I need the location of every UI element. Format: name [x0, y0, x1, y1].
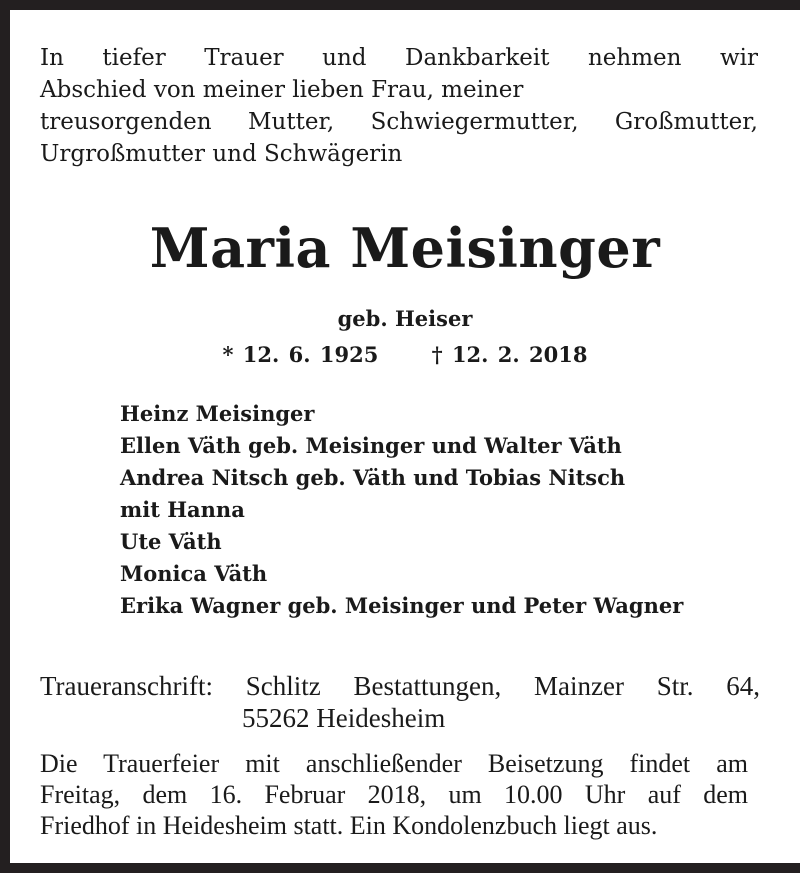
ceremony-line: Die Trauerfeier mit anschließender Beisetzung findet am [40, 749, 748, 778]
ceremony-info [40, 748, 748, 841]
intro-line: Abschied von meiner lieben Frau, meiner [40, 77, 524, 103]
ceremony-line: Freitag, dem 16. Februar 2018, um 10.00 Uhr auf dem [40, 780, 748, 809]
mourning-address [40, 670, 760, 734]
birth-date: * 12. 6. 1925 [222, 342, 379, 367]
mourners-list [120, 398, 683, 622]
intro-line: Urgroßmutter und Schwägerin [40, 141, 403, 167]
ceremony-line: Friedhof in Heidesheim statt. Ein Kondolenzbuch liegt aus. [40, 811, 658, 840]
mourner: Ellen Väth geb. Meisinger und Walter Väth [120, 433, 622, 458]
life-dates [10, 342, 800, 367]
intro-line: In tiefer Trauer und Dankbarkeit nehmen wir [40, 45, 758, 71]
intro-line: treusorgenden Mutter, Schwiegermutter, Großmutter, [40, 109, 758, 135]
mourner: Monica Väth [120, 561, 268, 586]
deceased-name: Maria Meisinger [149, 216, 661, 280]
obituary-notice [10, 10, 800, 863]
death-date: † 12. 2. 2018 [431, 342, 588, 367]
mourner: Andrea Nitsch geb. Väth und Tobias Nitsch [120, 465, 626, 490]
mourner: Heinz Meisinger [120, 401, 315, 426]
mourner: mit Hanna [120, 497, 245, 522]
mourner: Ute Väth [120, 529, 222, 554]
mourner: Erika Wagner geb. Meisinger und Peter Wagner [120, 593, 684, 618]
address-line: 55262 Heidesheim [242, 703, 446, 733]
intro-text [40, 42, 758, 170]
address-line: Traueranschrift: Schlitz Bestattungen, Mainzer Str. 64, [40, 671, 760, 701]
birth-name: geb. Heiser [337, 306, 473, 331]
